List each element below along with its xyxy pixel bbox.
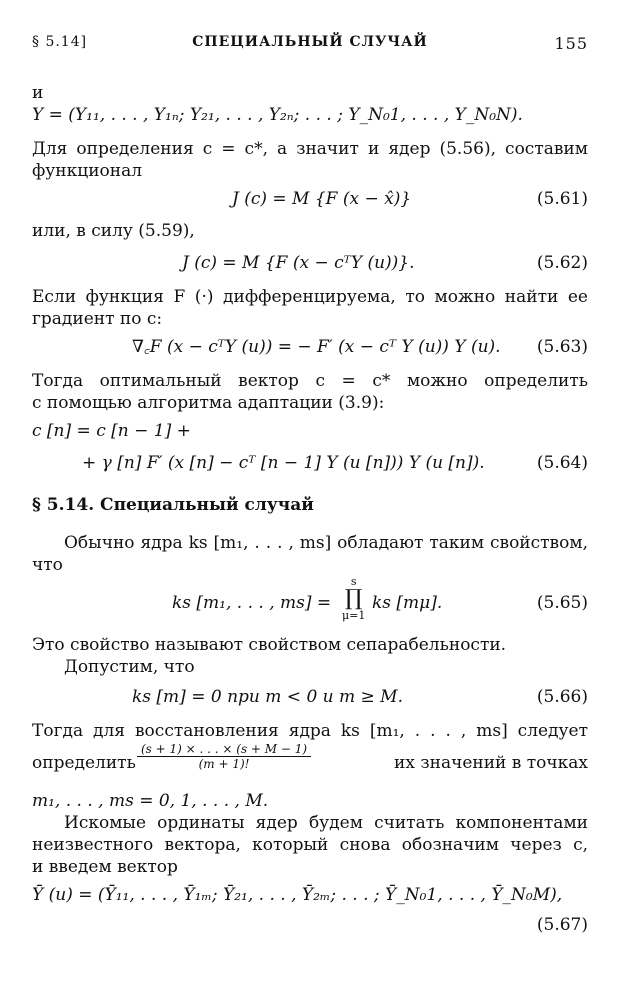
text-line: Искомые ординаты ядер будем считать компонентами (64, 813, 588, 833)
formula-expression: ∇꜀F (x − cᵀY (u)) = − F′ (x − cᵀ Y (u)) Y (u). (132, 337, 501, 357)
header-running-title: СПЕЦИАЛЬНЫЙ СЛУЧАЙ (192, 34, 428, 50)
text-line: Обычно ядра ks [m₁, . . . , ms] обладают таким свойством, (64, 533, 588, 553)
text-line: градиент по c: (32, 309, 163, 329)
equation-number: (5.66) (536, 687, 588, 707)
text-line: что (32, 555, 63, 575)
text-fragment: их значений в точках (394, 753, 588, 773)
formula-expression-left: ks [m₁, . . . , ms] = (172, 593, 332, 613)
formula-expression: + γ [n] F′ (x [n] − cᵀ [n − 1] Y (u [n])) Y (u [n]). (82, 453, 485, 473)
fraction (137, 742, 311, 771)
formula-expression: Y = (Y₁₁, . . . , Y₁ₙ; Y₂₁, . . . , Y₂ₙ; . . . ; Y_N₀1, . . . , Y_N₀N). (32, 105, 523, 125)
product-operator (342, 576, 365, 622)
text-line: Тогда для восстановления ядра ks [m₁, . . . , ms] следует (32, 721, 588, 741)
formula-expression: J (c) = M {F (x − cᵀY (u))}. (182, 253, 415, 273)
formula-expression: Ȳ (u) = (Ȳ₁₁, . . . , Ȳ₁ₘ; Ȳ₂₁, . . . , Ȳ₂ₘ; . . . ; Ȳ_N₀1, . . . , Ȳ_N₀M), (32, 885, 563, 905)
text-line-with-fraction (32, 744, 588, 780)
fraction-numerator: (s + 1) × . . . × (s + M − 1) (137, 742, 311, 757)
text-fragment: определить (32, 753, 136, 773)
text-line: Если функция F (·) дифференцируема, то можно найти ее (32, 287, 588, 307)
formula-expression-right: ks [mμ]. (372, 593, 443, 613)
header-section-ref: § 5.14] (32, 34, 88, 50)
text-line: и введем вектор (32, 857, 178, 877)
text-line: или, в силу (5.59), (32, 221, 195, 241)
equation-number: (5.63) (536, 337, 588, 357)
text-line: Тогда оптимальный вектор c = c* можно определить (32, 371, 588, 391)
section-heading: § 5.14. Специальный случай (32, 495, 314, 515)
text-line: Допустим, что (64, 657, 195, 677)
text-line: m₁, . . . , ms = 0, 1, . . . , M. (32, 791, 269, 811)
equation-number: (5.64) (536, 453, 588, 473)
equation-number: (5.67) (536, 915, 588, 935)
text-line: Для определения c = c*, а значит и ядер (5.56), составим (32, 139, 588, 159)
formula-expression: ks [m] = 0 при m < 0 и m ≥ M. (132, 687, 403, 707)
text-line: неизвестного вектора, который снова обозначим через c, (32, 835, 588, 855)
text-line: Это свойство называют свойством сепарабельности. (32, 635, 507, 655)
formula-expression: c [n] = c [n − 1] + (32, 421, 191, 441)
equation-number: (5.65) (536, 593, 588, 613)
equation-5-65 (32, 575, 588, 622)
product-upper-limit: s (350, 575, 357, 588)
text-line: и (32, 83, 44, 103)
equation-number: (5.62) (536, 253, 588, 273)
text-line: функционал (32, 161, 143, 181)
page-header (32, 34, 588, 58)
text-line: с помощью алгоритма адаптации (3.9): (32, 393, 385, 413)
product-symbol: ∏ (344, 586, 363, 611)
formula-expression: J (c) = M {F (x − x̂)} (232, 189, 412, 209)
header-page-number: 155 (554, 34, 588, 53)
fraction-denominator: (m + 1)! (198, 757, 250, 771)
product-lower-limit: μ=1 (342, 609, 366, 622)
equation-number: (5.61) (536, 189, 588, 209)
